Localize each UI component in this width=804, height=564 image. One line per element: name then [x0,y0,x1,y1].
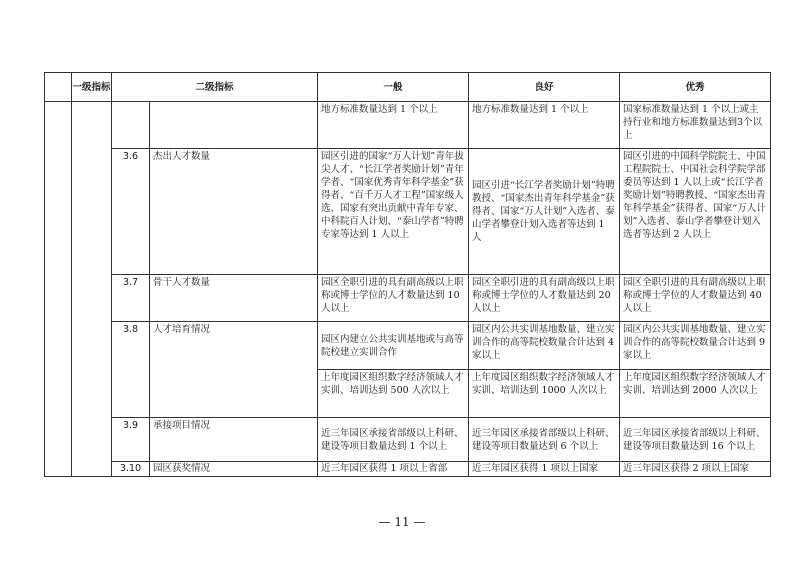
excellent-cell: 国家标准数量达到 1 个以上或主持行业和地方标准数量达到3个以上 [620,102,771,149]
page-number: — 11 — [378,515,426,529]
good-cell: 近三年园区承接省部级以上科研、建设等项目数量达到 6 个以上 [469,418,620,462]
table-row [45,418,771,462]
excellent-cell: 园区内公共实训基地数量、建立实训合作的高等院校数量合计达到 9 家以上 [620,322,771,370]
header-excellent: 优秀 [620,73,771,102]
excellent-cell: 园区全职引进的具有副高级以上职称或博士学位的人才数量达到 40 人以上 [620,275,771,322]
level1-cell [72,102,112,477]
good-cell: 园区内公共实训基地数量、建立实训合作的高等院校数量合计达到 4 家以上 [469,322,620,370]
general-cell: 园区内建立公共实训基地或与高等院校建立实训合作 [318,322,469,370]
header-good: 良好 [469,73,620,102]
good-cell: 地方标准数量达到 1 个以上 [469,102,620,149]
table-header-row [45,73,771,102]
table-row [45,275,771,322]
row-name: 人才培育情况 [150,322,318,418]
good-cell: 园区全职引进的具有副高级以上职称或博士学位的人才数量达到 20 人以上 [469,275,620,322]
header-blank [45,73,72,102]
excellent-cell: 近三年园区获得 2 项以上国家 [620,462,771,477]
row-number: 3.10 [112,462,150,477]
header-general: 一般 [318,73,469,102]
row-name: 杰出人才数量 [150,149,318,275]
table-row [45,102,771,149]
excellent-cell: 近三年园区承接省部级以上科研、建设等项目数量达到 16 个以上 [620,418,771,462]
row-number: 3.9 [112,418,150,462]
table-row [45,462,771,477]
row-number: 3.7 [112,275,150,322]
good-cell: 上年度园区组织数字经济领域人才实训、培训达到 1000 人次以上 [469,370,620,418]
blank-col [45,102,72,477]
header-level1: 一级指标 [72,73,112,102]
general-cell: 园区全职引进的具有副高级以上职称或博士学位的人才数量达到 10 人以上 [318,275,469,322]
row-name: 骨干人才数量 [150,275,318,322]
general-cell: 园区引进的国家“万人计划”青年拔尖人才、“长江学者奖励计划”青年学者、“国家优秀青年科学基金”获得者、“百千万人才工程”国家级人选、国家有突出贡献中青年专家、中科院百人计划、“泰山学者”特聘专家等达到 1 人以上 [318,149,469,275]
general-cell: 近三年园区承接省部级以上科研、建设等项目数量达到 1 个以上 [318,418,469,462]
table-row [45,322,771,370]
row-name: 承接项目情况 [150,418,318,462]
good-cell: 近三年园区获得 1 项以上国家 [469,462,620,477]
excellent-cell: 园区引进的中国科学院院士、中国工程院院士、中国社会科学院学部委员等达到 1 人以上或“长江学者奖励计划”特聘教授、“国家杰出青年科学基金”获得者、国家“万人计划”入选者、泰山学者攀登计划入选者等达到 2 人以上 [620,149,771,275]
row-number: 3.8 [112,322,150,418]
evaluation-table [44,72,771,477]
general-cell: 地方标准数量达到 1 个以上 [318,102,469,149]
general-cell: 近三年园区获得 1 项以上省部 [318,462,469,477]
header-level2: 二级指标 [112,73,318,102]
row-number: 3.6 [112,149,150,275]
excellent-cell: 上年度园区组织数字经济领域人才实训、培训达到 2000 人次以上 [620,370,771,418]
general-cell: 上年度园区组织数字经济领域人才实训、培训达到 500 人次以上 [318,370,469,418]
row-name: 园区获奖情况 [150,462,318,477]
good-cell: 园区引进“长江学者奖励计划”特聘教授、“国家杰出青年科学基金”获得者、国家“万人计划”入选者、泰山学者攀登计划入选者等达到 1 人 [469,149,620,275]
table-row [45,149,771,275]
row-name [150,102,318,149]
row-number [112,102,150,149]
